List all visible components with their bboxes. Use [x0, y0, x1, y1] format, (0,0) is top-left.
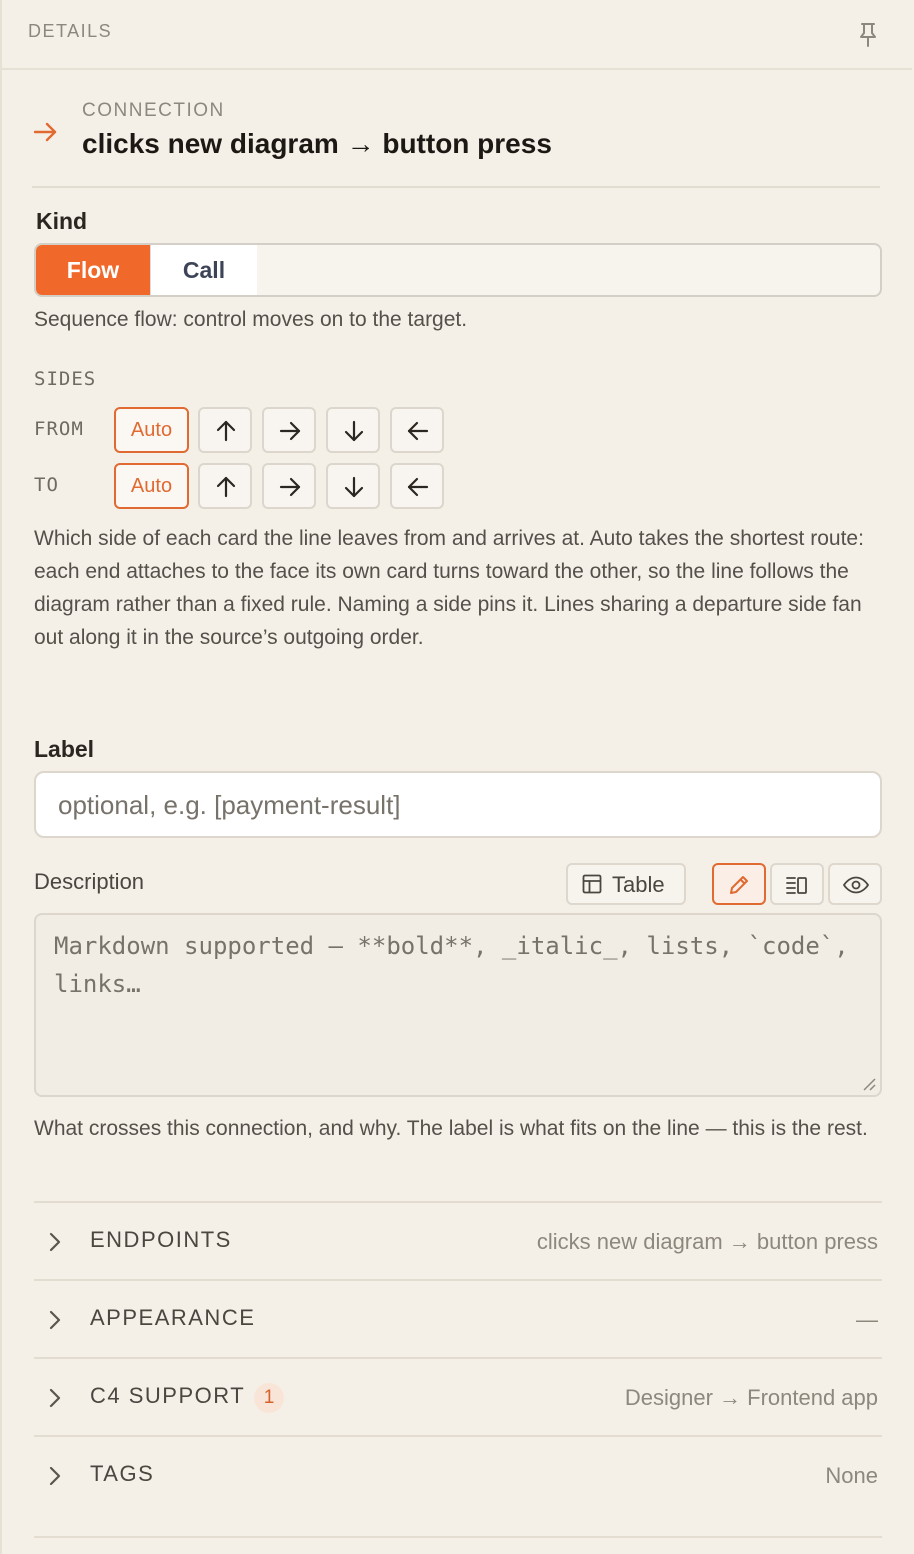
connection-heading — [32, 100, 880, 188]
right-arrow-icon — [278, 475, 302, 499]
connection-name: clicks new diagram → button press — [82, 128, 552, 159]
pencil-icon — [728, 874, 750, 896]
description-help: What crosses this connection, and why. The label is what fits on the line — this is the rest. — [34, 1117, 868, 1140]
right-arrow-icon — [278, 419, 302, 443]
description-editor — [34, 913, 882, 1097]
section-appearance-title: APPEARANCE — [90, 1305, 256, 1330]
up-arrow-icon — [214, 419, 238, 443]
section-endpoints-value: clicks new diagram → button press — [536, 1229, 878, 1254]
from-down-button[interactable] — [326, 407, 380, 453]
section-tags-value: None — [825, 1463, 878, 1488]
section-c4-support[interactable] — [34, 1357, 882, 1437]
chevron-right-icon — [48, 1465, 62, 1487]
connection-kicker: CONNECTION — [82, 100, 225, 121]
kind-option-flow[interactable]: Flow — [36, 245, 150, 295]
to-up-button[interactable] — [198, 463, 252, 509]
section-c4-support-value: Designer → Frontend app — [624, 1385, 878, 1410]
section-c4-support-title: C4 SUPPORT — [90, 1383, 246, 1408]
sides-help: Which side of each card the line leaves from and arrives at. Auto takes the shortest route: each end attaches to the face its own card turns toward the other, so the line follows the diagram rather than a fixed rule. Naming a side pins it. Lines sharing a departure side fan out along it in the source’s outgoing order. — [34, 527, 864, 649]
kind-help: Sequence flow: control moves on to the target. — [34, 308, 468, 331]
table-icon — [582, 874, 602, 894]
from-right-button[interactable] — [262, 407, 316, 453]
eye-icon — [843, 876, 869, 894]
sides-heading: SIDES — [34, 368, 97, 390]
to-auto-button[interactable]: Auto — [114, 463, 189, 509]
from-auto-button[interactable]: Auto — [114, 407, 189, 453]
down-arrow-icon — [342, 419, 366, 443]
section-endpoints[interactable] — [34, 1201, 882, 1281]
from-label: FROM — [34, 418, 84, 440]
pin-icon[interactable] — [858, 22, 878, 48]
section-appearance[interactable] — [34, 1279, 882, 1359]
to-label: TO — [34, 474, 59, 496]
kind-segmented-control — [34, 243, 882, 297]
edit-mode-button[interactable] — [712, 863, 766, 905]
split-mode-button[interactable] — [770, 863, 824, 905]
section-tags[interactable] — [34, 1435, 882, 1515]
label-input[interactable] — [56, 773, 860, 837]
c4-support-count-badge: 1 — [254, 1383, 284, 1413]
section-endpoints-title: ENDPOINTS — [90, 1227, 232, 1252]
down-arrow-icon — [342, 475, 366, 499]
section-appearance-value: — — [856, 1307, 878, 1332]
resize-grip-icon[interactable] — [861, 1076, 877, 1092]
chevron-right-icon — [48, 1309, 62, 1331]
section-tags-title: TAGS — [90, 1461, 155, 1486]
preview-mode-button[interactable] — [828, 863, 882, 905]
chevron-right-icon — [48, 1387, 62, 1409]
label-field-label: Label — [34, 736, 95, 762]
chevron-right-icon — [48, 1231, 62, 1253]
insert-table-button[interactable] — [566, 863, 686, 905]
panel-header — [2, 0, 912, 70]
to-left-button[interactable] — [390, 463, 444, 509]
kind-option-call[interactable]: Call — [150, 245, 257, 295]
left-arrow-icon — [406, 419, 430, 443]
bottom-divider — [34, 1536, 882, 1538]
connection-arrow-icon — [32, 118, 60, 146]
description-label: Description — [34, 869, 145, 894]
to-down-button[interactable] — [326, 463, 380, 509]
kind-label: Kind — [36, 208, 88, 234]
up-arrow-icon — [214, 475, 238, 499]
left-arrow-icon — [406, 475, 430, 499]
split-view-icon — [786, 875, 808, 895]
to-right-button[interactable] — [262, 463, 316, 509]
table-button-label: Table — [612, 872, 665, 897]
label-input-wrapper — [34, 771, 882, 838]
description-textarea[interactable] — [52, 925, 868, 1089]
from-left-button[interactable] — [390, 407, 444, 453]
from-up-button[interactable] — [198, 407, 252, 453]
panel-title: DETAILS — [28, 21, 113, 41]
